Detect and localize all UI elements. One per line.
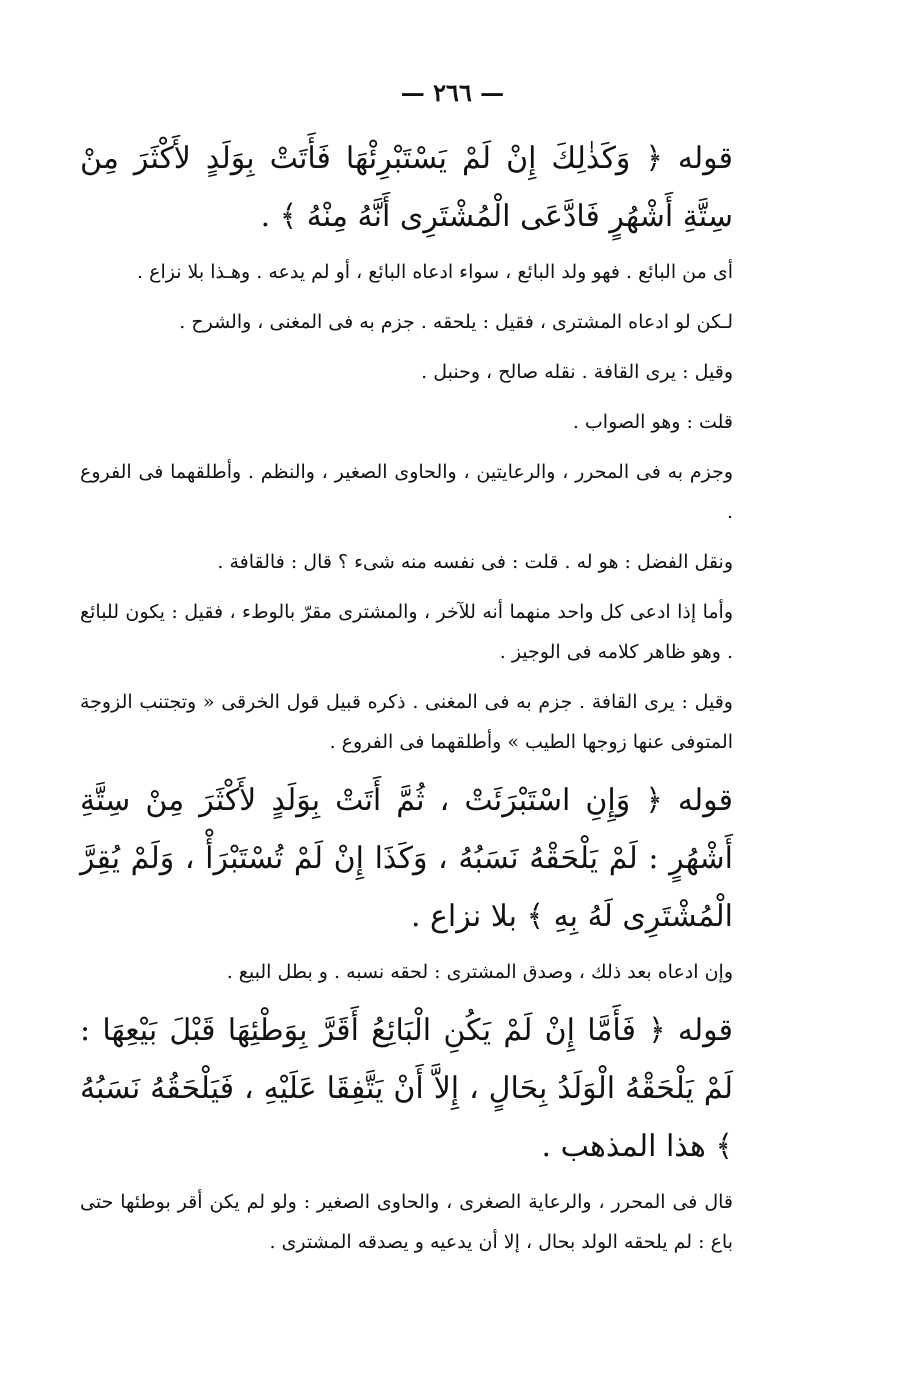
body-text [80,130,733,1272]
paragraph-1: قوله ﴿ وَكَذٰلِكَ إِنْ لَمْ يَسْتَبْرِئْهَا فَأَتَتْ بِوَلَدٍ لأَكْثَرَ مِنْ سِتَّةِ أَشْهُرٍ فَادَّعَى الْمُشْتَرِى أَنَّهُ مِنْهُ ﴾ . [80,141,733,234]
paragraph-7: ونقل الفضل : هو له . قلت : فى نفسه منه شىء ؟ قال : فالقافة . [217,551,733,573]
paragraph-10: قوله ﴿ وَإِنِ اسْتَبْرَئَتْ ، ثُمَّ أَتَتْ بِوَلَدٍ لأَكْثَرَ مِنْ سِتَّةِ أَشْهُرٍ : لَمْ يَلْحَقْهُ نَسَبُهُ ، وَكَذَا إِنْ لَمْ تُسْتَبْرَأْ ، وَلَمْ يُقِرَّ الْمُشْتَرِى لَهُ بِهِ ﴾ بلا نزاع . [80,783,733,934]
paragraph-4: وقيل : يرى القافة . نقله صالح ، وحنبل . [421,361,733,383]
paragraph-6: وجزم به فى المحرر ، والرعايتين ، والحاوى الصغير ، والنظم . وأطلقهما فى الفروع . [80,461,733,523]
paragraph-9: وقيل : يرى القافة . جزم به فى المغنى . ذكره قبيل قول الخرقى « وتجتنب الزوجة المتوفى عنها زوجها الطيب » وأطلقهما فى الفروع . [80,691,733,753]
paragraph-3: لـكن لو ادعاه المشترى ، فقيل : يلحقه . جزم به فى المغنى ، والشرح . [179,311,733,333]
page-number: — ٢٦٦ — [400,78,505,107]
paragraph-8: وأما إذا ادعى كل واحد منهما أنه للآخر ، والمشترى مقرّ بالوطء ، فقيل : يكون للبائع . وهو ظاهر كلامه فى الوجيز . [80,601,733,663]
paragraph-13: قال فى المحرر ، والرعاية الصغرى ، والحاوى الصغير : ولو لم يكن أقر بوطئها حتى باع : لم يلحقه الولد بحال ، إلا أن يدعيه و يصدقه المشترى . [80,1191,733,1253]
paragraph-12: قوله ﴿ فَأَمَّا إِنْ لَمْ يَكُنِ الْبَائِعُ أَقَرَّ بِوَطْئِهَا قَبْلَ بَيْعِهَا : لَمْ يَلْحَقْهُ الْوَلَدُ بِحَالٍ ، إِلاَّ أَنْ يَتَّفِقَا عَلَيْهِ ، فَيَلْحَقُهُ نَسَبُهُ ﴾ هذا المذهب . [80,1013,733,1164]
paragraph-2: أى من البائع . فهو ولد البائع ، سواء ادعاه البائع ، أو لم يدعه . وهـذا بلا نزاع . [137,261,733,283]
paragraph-11: وإن ادعاه بعد ذلك ، وصدق المشترى : لحقه نسبه . و بطل البيع . [226,961,733,983]
paragraph-5: قلت : وهو الصواب . [572,411,733,433]
